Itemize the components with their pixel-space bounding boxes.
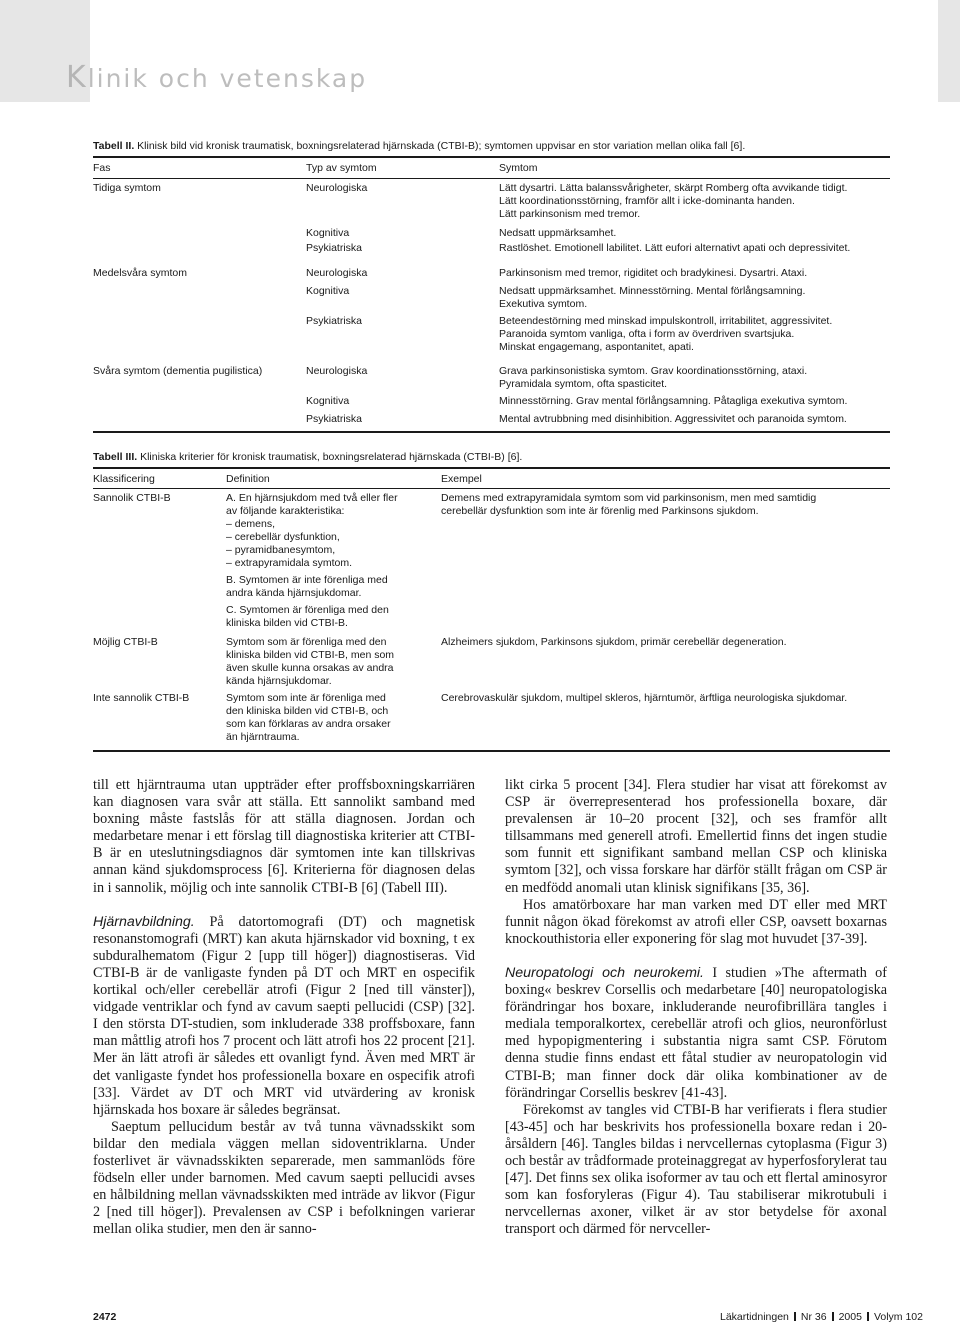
symptom-type-cell: Psykiatriska (306, 315, 363, 327)
left-paragraph-3: Saeptum pellucidum består av två tunna vävnadsskikt som bildar den mediala väggen mellan sidoventriklarna. Under fosterlivet är vävnadsskikten separerade, men sammanlöds före födseln eller under barnomen. Med cavum saepti pellucidi avses en hålbildning mellan vävnadsskikten med inträde av likvor (Figur 2 [ned till höger]). Prevalensen av CSP i befolkningen varierar mellan olika studier, men den är sanno- (93, 1118, 475, 1238)
definition-line: andra kända hjärnsjukdomar. (226, 587, 362, 599)
symptom-line: Lätt dysartri. Lätta balanssvårigheter, skärpt Romberg ofta avvikande tidigt. (499, 182, 848, 194)
symptom-line: Parkinsonism med tremor, rigiditet och bradykinesi. Dysartri. Ataxi. (499, 267, 808, 279)
left-paragraph-2-text: På datortomografi (DT) och magnetisk resonanstomografi (MRT) kan akuta hjärnskador vid boxning, t ex subduralhematom (Figur 2 [upp till höger]) diagnostiseras. Vid CTBI-B är de vanligaste fynden på DT och MRT en ospecifik kortikal och/eller cerebellär atrofi (Figur 2 [ned till vänster]), vidgade ventriklar och fynd av cavum saepti pellucidi (CSP) [32]. I den största DT-studien, som inkluderade 338 proffsboxare, fann man måttlig atrofi hos 7 procent och lätt atrofi hos 22 procent [21]. Mer än lätt atrofi är således ett ovanligt fynd. Även med MRT är det vanligaste fyndet hos professionella boxare en ospecifik atrofi [33]. Värdet av DT och MRT vid utvärdering av kronisk hjärnskada hos boxare är således begränsat. (93, 913, 475, 1118)
symptom-line: Exekutiva symtom. (499, 298, 588, 310)
table3-caption (93, 451, 893, 464)
table2-caption-label: Tabell II. (93, 140, 135, 152)
table3-header-rule (93, 488, 890, 489)
section-title (66, 60, 367, 95)
symptom-line: Minnesstörning. Grav mental förlångsamning. Påtagliga exekutiva symtom. (499, 395, 848, 407)
table3-caption-text: Kliniska kriterier för kronisk traumatisk, boxningsrelaterad hjärnskada (CTBI-B) [6]. (137, 451, 523, 463)
journal-info (720, 1311, 923, 1323)
symptom-type-cell: Kognitiva (306, 227, 350, 239)
example-cell (441, 692, 901, 705)
definition-line: – demens, (226, 518, 276, 530)
definition-line: som kan förklaras av andra orsaker (226, 718, 391, 730)
example-line: Demens med extrapyramidala symtom som vid parkinsonism, men med samtidig (441, 492, 817, 504)
definition-line: – pyramidbanesymtom, (226, 544, 336, 556)
symptom-type-cell: Kognitiva (306, 395, 350, 407)
phase-cell: Svåra symtom (dementia pugilistica) (93, 365, 263, 377)
symptom-line: Paranoida symtom vanliga, ofta i form av överdriven svartsjuka. (499, 328, 795, 340)
page-number: 2472 (93, 1311, 117, 1323)
symptom-cell (499, 315, 899, 354)
symptom-cell (499, 227, 899, 240)
example-line: Alzheimers sjukdom, Parkinsons sjukdom, primär cerebellär degeneration. (441, 636, 787, 648)
section-title-initial: K (66, 60, 88, 95)
separator-bar (794, 1312, 796, 1321)
right-paragraph-3 (505, 965, 887, 1102)
right-paragraph-3-text: I studien »The aftermath of boxing« beskrev Corsellis och medarbetare [40] neuropatologiska förändringar hos boxare, inkluderande neurofibrillära tangles i mediala temporalkortex, cerebellär atrofi och glios, neuronförlust med hypopigmentering i substantia nigra samt CSP. Förutom denna studie finns endast ett fåtal studier av neuropatologin vid CTBI-B; man finner dock där olika kombinationer av de förändringar Corsellis beskrev [41-43]. (505, 964, 888, 1101)
example-line: Cerebrovaskulär sjukdom, multipel skleros, hjärntumör, ärftliga neurologiska sjukdomar. (441, 692, 848, 704)
definition-cell (226, 492, 426, 630)
table2-header-symptom: Symtom (499, 162, 538, 174)
symptom-line: Grava parkinsonistiska symtom. Grav koordinationsstörning, ataxi. (499, 365, 808, 377)
symptom-cell (499, 285, 899, 311)
definition-line: A. En hjärnsjukdom med två eller fler (226, 492, 398, 504)
classification-cell: Sannolik CTBI-B (93, 492, 171, 504)
table3-header-definition: Definition (226, 473, 270, 485)
separator-bar (867, 1312, 869, 1321)
symptom-line: Mental avtrubbning med disinhibition. Aggressivitet och paranoida symtom. (499, 413, 847, 425)
symptom-line: Minskat engagemang, aspontanitet, apati. (499, 341, 694, 353)
table3-header-class: Klassificering (93, 473, 155, 485)
symptom-cell (499, 413, 899, 426)
symptom-line: Lätt parkinsonism med tremor. (499, 208, 641, 220)
classification-cell: Inte sannolik CTBI-B (93, 692, 190, 704)
table2-header-phase: Fas (93, 162, 111, 174)
body-column-right (505, 777, 887, 1238)
definition-line: den kliniska bilden vid CTBI-B, och (226, 705, 389, 717)
symptom-type-cell: Psykiatriska (306, 413, 363, 425)
definition-line: Symtom som är förenliga med den (226, 636, 387, 648)
table3-top-rule (93, 467, 890, 469)
symptom-type-cell: Neurologiska (306, 182, 368, 194)
table2-caption (93, 140, 893, 153)
table3-bottom-rule (93, 750, 890, 752)
definition-cell (226, 692, 426, 744)
symptom-type-cell: Neurologiska (306, 267, 368, 279)
symptom-line: Rastlöshet. Emotionell labilitet. Lätt eufori alternativt apati och depressivitet. (499, 242, 851, 254)
definition-line: av följande karakteristika: (226, 505, 345, 517)
table2-header-rule (93, 178, 890, 179)
right-paragraph-1: likt cirka 5 procent [34]. Flera studier har visat att förekomst av CSP är överrepresenterad hos professionella boxare, där prevalensen är 10–20 procent [32], och ses framför allt tillsammans med generell atrofi. Emellertid finns det ingen studie som funnit ett signifikant samband mellan CSP och kliniska symtom [32], och vissa forskare har därför ställt frågan om CSP är en medfödd anomali utan klinisk signifikans [35, 36]. (505, 777, 887, 896)
definition-line: kända hjärnsjukdomar. (226, 675, 332, 687)
journal-year: 2005 (838, 1311, 862, 1323)
definition-line: även skulle kunna orsakas av andra (226, 662, 394, 674)
phase-cell: Tidiga symtom (93, 182, 161, 194)
journal-volume: Volym 102 (873, 1311, 923, 1323)
symptom-type-cell: Psykiatriska (306, 242, 363, 254)
journal-issue: Nr 36 (800, 1311, 827, 1323)
table3-header-example: Exempel (441, 473, 482, 485)
left-paragraph-2 (93, 914, 475, 1119)
symptom-cell (499, 182, 899, 221)
body-column-left (93, 777, 475, 1238)
definition-line: än hjärntrauma. (226, 731, 300, 743)
table2-top-rule (93, 156, 890, 158)
symptom-type-cell: Kognitiva (306, 285, 350, 297)
heading-neuropatologi: Neuropatologi och neurokemi. (505, 964, 704, 981)
example-line: cerebellär dysfunktion som inte är förenlig med Parkinsons sjukdom. (441, 505, 759, 517)
section-title-rest: linik och vetenskap (87, 64, 368, 93)
symptom-line: Pyramidala symtom, ofta spasticitet. (499, 378, 668, 390)
definition-line: kliniska bilden vid CTBI-B, men som (226, 649, 395, 661)
example-cell (441, 636, 901, 649)
definition-cell (226, 636, 426, 688)
definition-line: C. Symtomen är förenliga med den (226, 604, 389, 616)
example-cell (441, 492, 901, 518)
journal-name: Läkartidningen (720, 1311, 789, 1323)
definition-line: B. Symtomen är inte förenliga med (226, 574, 388, 586)
symptom-cell (499, 267, 899, 280)
symptom-cell (499, 365, 899, 391)
definition-line: – extrapyramidala symtom. (226, 557, 353, 569)
definition-line: Symtom som inte är förenliga med (226, 692, 386, 704)
table3-caption-label: Tabell III. (93, 451, 138, 463)
symptom-line: Lätt koordinationsstörning, framför allt i icke-dominanta handen. (499, 195, 795, 207)
table2-bottom-rule (93, 431, 890, 433)
symptom-line: Nedsatt uppmärksamhet. (499, 227, 617, 239)
phase-cell: Medelsvåra symtom (93, 267, 187, 279)
classification-cell: Möjlig CTBI-B (93, 636, 158, 648)
symptom-cell (499, 242, 899, 255)
definition-line: – cerebellär dysfunktion, (226, 531, 340, 543)
symptom-line: Nedsatt uppmärksamhet. Minnesstörning. Mental förlångsamning. (499, 285, 806, 297)
left-paragraph-1: till ett hjärntrauma utan uppträder efter proffsboxningskarriären kan diagnosen vara svår att ställa. Ett sannolikt samband med boxning måste fastslås för att ställa diagnosen. Jordan och medarbetare menar i ett förslag till diagnostiska kriterier att CTBI-B är en uteslutningsdiagnos där symtomen inte kan tillskrivas annan känd sjukdomsprocess [6]. Kriterierna för diagnosen delas in i sannolik, möjlig och inte sannolik CTBI-B [6] (Tabell III). (93, 777, 475, 896)
separator-bar (832, 1312, 834, 1321)
heading-hjarnavbildning: Hjärnavbildning. (93, 913, 195, 930)
table2-caption-text: Klinisk bild vid kronisk traumatisk, boxningsrelaterad hjärnskada (CTBI-B); symtomen uppvisar en stor variation mellan olika fall [6]. (134, 140, 746, 152)
table2-header-type: Typ av symtom (306, 162, 377, 174)
symptom-type-cell: Neurologiska (306, 365, 368, 377)
right-paragraph-2: Hos amatörboxare har man varken med DT eller med MRT funnit någon ökad förekomst av atrofi eller CSP, oavsett boxarnas knockouthistoria eller exponering för slag mot huvudet [37-39]. (505, 896, 887, 947)
header-tab-right (938, 0, 960, 102)
symptom-cell (499, 395, 899, 408)
definition-line: kliniska bilden vid CTBI-B. (226, 617, 348, 629)
symptom-line: Beteendestörning med minskad impulskontroll, irritabilitet, aggressivitet. (499, 315, 833, 327)
right-paragraph-4: Förekomst av tangles vid CTBI-B har verifierats i flera studier [43-45] och har beskrivits hos professionella boxare redan i 20-årsåldern [46]. Tangles bildas i nervcellernas cytoplasma (Figur 3) och består av trådformade proteinaggregat av hyperfosforylerat tau [47]. Det finns sex olika isoformer av tau och ett flertal aminosyror som kan fosforyleras (Figur 4). Tau stabiliserar mikrotubuli i nervcellernas axoner, vilket är av stor betydelse för axonal transport och därmed för nervceller- (505, 1101, 887, 1238)
